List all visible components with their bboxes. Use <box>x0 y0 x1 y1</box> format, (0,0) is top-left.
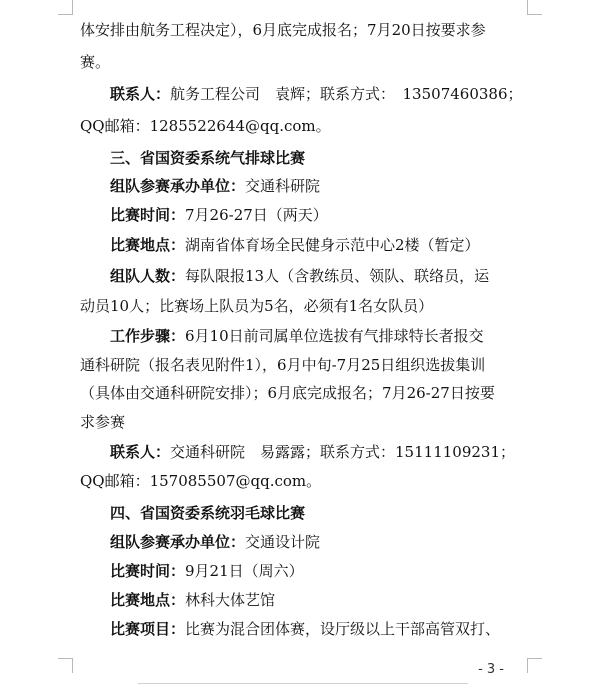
paragraph-line <box>80 116 540 136</box>
paragraph-line <box>80 355 540 375</box>
steps-line <box>110 326 540 346</box>
organizer-line <box>110 176 540 196</box>
heading-text: 四、省国资委系统羽毛球比赛 <box>110 504 306 522</box>
page-number: - 3 - <box>478 662 504 677</box>
field-label: 联系人： <box>110 85 171 103</box>
line-text: 赛。 <box>80 53 111 71</box>
field-label: 联系人： <box>110 443 171 461</box>
venue-line <box>110 235 540 255</box>
field-value: 林科大体艺馆 <box>185 591 276 609</box>
contact-line <box>110 84 540 104</box>
events-line <box>110 619 540 639</box>
field-label: 比赛地点： <box>110 236 186 254</box>
margin-corner-top-right <box>527 0 542 15</box>
field-value: 6月10日前司属单位选拔有气排球特长者报交 <box>185 327 484 345</box>
field-value: 湖南省体育场全民健身示范中心2楼（暂定） <box>185 236 480 254</box>
field-value: 比赛为混合团体赛，设厅级以上干部高管双打、 <box>185 620 501 638</box>
field-value: 9月21日（周六） <box>185 562 304 580</box>
venue-line <box>110 590 540 610</box>
section-heading <box>110 503 540 523</box>
line-text: QQ邮箱：157085507@qq.com。 <box>80 472 322 490</box>
time-line <box>110 561 540 581</box>
field-value: 交通设计院 <box>245 533 321 551</box>
line-text: 动员10人；比赛场上队员为5名，必须有1名女队员） <box>80 297 434 315</box>
paragraph-line <box>80 412 540 432</box>
heading-text: 三、省国资委系统气排球比赛 <box>110 149 306 167</box>
paragraph-line <box>80 471 540 491</box>
team-size-line <box>110 266 540 286</box>
line-text: 体安排由航务工程决定），6月底完成报名；7月20日按要求参 <box>80 21 486 39</box>
field-value: 航务工程公司 袁辉；联系方式： 13507460386； <box>170 85 523 103</box>
field-value: 交通科研院 <box>245 177 321 195</box>
field-value: 交通科研院 易露露；联系方式：15111109231； <box>170 443 515 461</box>
paragraph-line <box>80 20 540 40</box>
line-text: （具体由交通科研院安排）；6月底完成报名；7月26-27日按要 <box>80 384 495 402</box>
section-heading <box>110 148 540 168</box>
paragraph-line <box>80 52 540 72</box>
margin-corner-bottom-right <box>527 658 542 673</box>
margin-corner-bottom-left <box>58 658 73 673</box>
line-text: QQ邮箱：1285522644@qq.com。 <box>80 117 331 135</box>
organizer-line <box>110 532 540 552</box>
contact-line <box>110 442 540 462</box>
field-label: 比赛地点： <box>110 591 186 609</box>
line-text: 求参赛 <box>80 413 126 431</box>
line-text: 通科研院（报名表见附件1），6月中旬-7月25日组织选拔集训 <box>80 356 486 374</box>
field-value: 7月26-27日（两天） <box>185 206 328 224</box>
field-label: 组队参赛承办单位： <box>110 533 246 551</box>
margin-corner-top-left <box>58 0 73 15</box>
paragraph-line <box>80 383 540 403</box>
paragraph-line <box>80 296 540 316</box>
field-label: 组队人数： <box>110 267 186 285</box>
field-label: 比赛时间： <box>110 206 186 224</box>
field-value: 每队限报13人（含教练员、领队、联络员，运 <box>185 267 490 285</box>
time-line <box>110 205 540 225</box>
field-label: 比赛时间： <box>110 562 186 580</box>
field-label: 比赛项目： <box>110 620 186 638</box>
field-label: 工作步骤： <box>110 327 186 345</box>
field-label: 组队参赛承办单位： <box>110 177 246 195</box>
page-bottom-divider <box>138 683 468 688</box>
